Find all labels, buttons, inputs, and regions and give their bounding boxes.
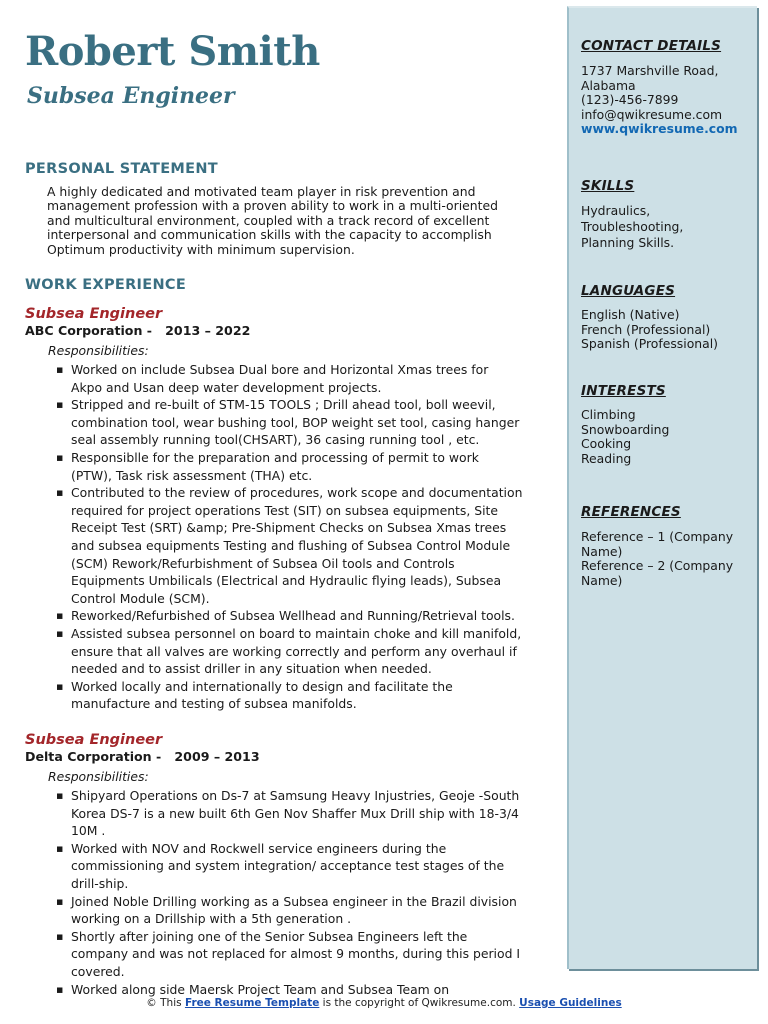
language-item: French (Professional) (581, 321, 711, 337)
statement-line: Optimum productivity with minimum supervision. (47, 241, 355, 257)
interest-item: Cooking (581, 436, 632, 452)
reference-line: Reference – 1 (Company (581, 529, 734, 544)
responsibility-line: ▪ Contributed to the review of procedures, work scope and documentation (71, 485, 523, 501)
responsibility-line: Korea DS-7 is a new built 6th Gen Nov Shaffer Mux Drill ship with 18-3/4 (71, 805, 519, 821)
usage-guidelines-link[interactable]: Usage Guidelines (519, 997, 622, 1009)
responsibility-line: ▪ Shipyard Operations on Ds-7 at Samsung Heavy Injustries, Geoje -South (71, 788, 520, 803)
footer-prefix: © This (146, 997, 185, 1009)
candidate-title: Subsea Engineer (27, 83, 235, 109)
responsibility-line: ▪ Worked along side Maersk Project Team and Subsea Team on (71, 981, 450, 997)
free-resume-template-link[interactable]: Free Resume Template (184, 997, 320, 1009)
responsibility-item (71, 361, 555, 396)
responsibility-line: Receipt Test (SRT) &amp; Pre-Shipment Checks on Subsea Xmas trees (71, 520, 507, 536)
responsibility-item (71, 981, 555, 999)
responsibility-line: and subsea equipments Testing and flushing of Subsea Control Module (71, 537, 511, 553)
personal-statement-heading: PERSONAL STATEMENT (25, 161, 218, 177)
reference-line: Name) (581, 543, 623, 559)
personal-statement-text (47, 185, 547, 257)
references-heading: REFERENCES (581, 504, 681, 520)
responsibility-line: Akpo and Usan deep water development projects. (71, 379, 382, 395)
job-title: Subsea Engineer (25, 732, 163, 748)
statement-line: interpersonal and communication skills with the capacity to accomplish (47, 227, 492, 243)
languages-heading: LANGUAGES (581, 283, 676, 299)
skills-list (581, 203, 753, 251)
language-item: English (Native) (581, 307, 680, 322)
responsibility-line: ▪ Reworked/Refurbished of Subsea Wellhead and Running/Retrieval tools. (71, 608, 515, 624)
language-item: Spanish (Professional) (581, 336, 718, 352)
website-link[interactable]: www.qwikresume.com (581, 121, 738, 137)
responsibility-line: required for project operations Test (SIT) on subsea equipments, Site (71, 502, 499, 518)
reference-line: Reference – 2 (Company (581, 558, 734, 574)
responsibility-line: ▪ Shortly after joining one of the Senior Subsea Engineers left the (71, 928, 468, 944)
job-title: Subsea Engineer (25, 306, 163, 322)
responsibility-item (71, 893, 555, 928)
responsibility-item (71, 607, 555, 625)
responsibility-line: 10M . (71, 823, 106, 839)
skills-heading: SKILLS (581, 178, 635, 194)
responsibility-line: covered. (71, 963, 125, 979)
responsibility-line: commissioning and system integration/ acceptance test stages of the (71, 858, 505, 874)
statement-line: management profession with a proven ability to work in a multi-oriented (47, 198, 498, 214)
job-entry-2 (25, 732, 555, 998)
languages-list (581, 308, 753, 352)
contact-heading: CONTACT DETAILS (581, 38, 722, 54)
responsibility-line: ▪ Worked with NOV and Rockwell service engineers during the (71, 840, 447, 856)
responsibility-line: Control Module (SCM). (71, 590, 210, 606)
statement-line: and multicultural environment, coupled with a track record of excellent (47, 212, 490, 228)
statement-line: A highly dedicated and motivated team player in risk prevention and (47, 184, 476, 199)
responsibility-line: (SCM) Rework/Refurbishment of Subsea Oil tools and Controls (71, 555, 455, 571)
interest-item: Reading (581, 450, 632, 466)
contact-details (581, 64, 753, 137)
responsibility-item (71, 484, 555, 607)
skill-item: Troubleshooting, (581, 219, 684, 234)
responsibility-line: ▪ Responsiblle for the preparation and processing of permit to work (71, 449, 479, 465)
skill-item: Hydraulics, (581, 203, 651, 218)
job-entry-1 (25, 306, 555, 713)
responsibility-item (71, 928, 555, 981)
references-list (581, 530, 753, 588)
responsibilities-list (25, 787, 555, 998)
interest-item: Climbing (581, 407, 636, 422)
email-address[interactable]: info@qwikresume.com (581, 106, 723, 122)
responsibility-item (71, 449, 555, 484)
responsibility-line: seal assembly running tool(CHSART), 36 casing running tool , etc. (71, 432, 480, 448)
job-company-dates: ABC Corporation - 2013 – 2022 (25, 323, 251, 338)
responsibility-line: ▪ Stripped and re-built of STM-15 TOOLS ; Drill ahead tool, boll weevil, (71, 397, 496, 413)
reference-line: Name) (581, 572, 623, 588)
phone-number: (123)-456-7899 (581, 92, 679, 108)
responsibility-line: needed and to assist driller in any situation when needed. (71, 661, 432, 677)
interests-list (581, 408, 753, 466)
responsibility-line: ▪ Assisted subsea personnel on board to maintain choke and kill manifold, (71, 625, 522, 641)
responsibility-line: company and was not replaced for almost 9 months, during this period I (71, 946, 521, 962)
responsibility-line: ▪ Worked locally and internationally to design and facilitate the (71, 678, 453, 694)
interests-heading: INTERESTS (581, 383, 666, 399)
responsibility-line: ensure that all valves are working correctly and perform any overhaul if (71, 643, 517, 659)
responsibilities-label: Responsibilities: (48, 769, 149, 784)
interest-item: Snowboarding (581, 421, 670, 437)
responsibility-line: manufacture and testing of subsea manifolds. (71, 696, 357, 712)
responsibility-line: drill-ship. (71, 875, 129, 891)
footer-middle: is the copyright of Qwikresume.com. (319, 997, 520, 1009)
address-line: Alabama (581, 77, 636, 93)
work-experience-heading: WORK EXPERIENCE (25, 277, 187, 293)
job-company-dates: Delta Corporation - 2009 – 2013 (25, 749, 260, 764)
responsibility-line: working on a Drillship with a 5th generation . (71, 911, 352, 927)
responsibility-line: ▪ Worked on include Subsea Dual bore and Horizontal Xmas trees for (71, 362, 489, 377)
responsibility-line: ▪ Joined Noble Drilling working as a Subsea engineer in the Brazil division (71, 893, 517, 909)
responsibility-item (71, 840, 555, 893)
responsibility-line: (PTW), Task risk assessment (THA) etc. (71, 467, 313, 483)
responsibility-line: Equipments Umbilicals (Electrical and Hydraulic flying leads), Subsea (71, 573, 502, 589)
responsibility-item (71, 625, 555, 678)
responsibility-item (71, 678, 555, 713)
footer (0, 997, 768, 1009)
candidate-name: Robert Smith (25, 28, 320, 75)
responsibilities-label: Responsibilities: (48, 343, 149, 358)
responsibility-item (71, 396, 555, 449)
responsibilities-list (25, 361, 555, 713)
responsibility-item (71, 787, 555, 840)
sidebar (567, 6, 757, 969)
address-line: 1737 Marshville Road, (581, 63, 719, 78)
skill-item: Planning Skills. (581, 235, 675, 250)
responsibility-line: combination tool, wear bushing tool, BOP weight set tool, casing hanger (71, 414, 520, 430)
